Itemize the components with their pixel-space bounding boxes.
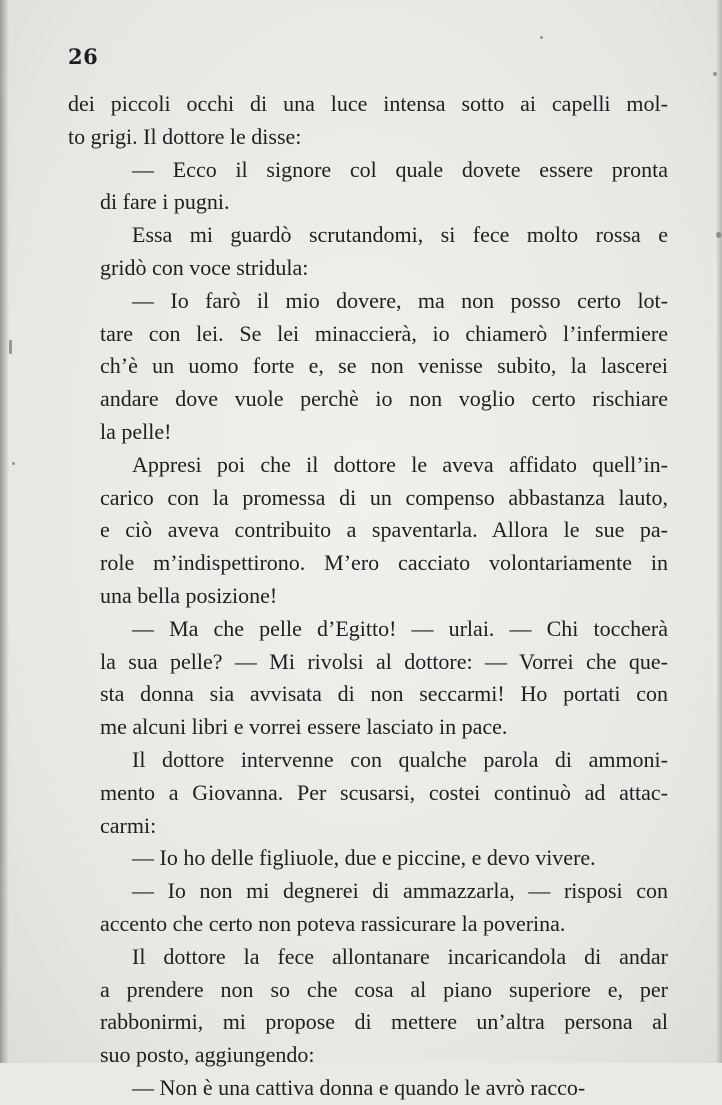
- print-speck: [716, 232, 721, 238]
- print-speck: [9, 340, 12, 354]
- text-line: carmi:: [100, 812, 157, 838]
- paragraph: [68, 744, 668, 842]
- text-line: andare dove vuole perchè io non voglio certo rischiare: [100, 386, 668, 412]
- paragraph: [68, 219, 668, 285]
- text-line: Essa mi guardò scrutandomi, si fece molto rossa e: [132, 222, 668, 248]
- paragraph: [68, 875, 668, 941]
- text-line: a prendere non so che cosa al piano superiore e, per: [100, 976, 668, 1002]
- text-line: mento a Giovanna. Per scusarsi, costei continuò ad attac-: [100, 779, 668, 805]
- text-line: rabbonirmi, mi propose di mettere un’altra persona al: [100, 1009, 668, 1035]
- text-line: una bella posizione!: [100, 582, 278, 608]
- text-line: me alcuni libri e vorrei essere lasciato in pace.: [100, 714, 508, 740]
- text-line: dei piccoli occhi di una luce intensa sotto ai capelli mol-: [68, 91, 668, 116]
- text-line: sta donna sia avvisata di non seccarmi! Ho portati con: [100, 681, 668, 707]
- text-line: e ciò aveva contribuito a spaventarla. Allora le sue pa-: [100, 517, 668, 543]
- page-edge-shadow: [716, 0, 722, 1063]
- text-line: Il dottore intervenne con qualche parola di ammoni-: [132, 746, 668, 772]
- text-line: role m’indispettirono. M’ero cacciato volontariamente in: [100, 550, 668, 576]
- text-line: — Io non mi degnerei di ammazzarla, — risposi con: [132, 878, 668, 904]
- text-line: — Io farò il mio dovere, ma non posso certo lot-: [132, 287, 668, 313]
- text-line: — Ecco il signore col quale dovete essere pronta: [132, 156, 668, 182]
- paragraph: [68, 613, 668, 744]
- text-line: tare con lei. Se lei minaccierà, io chiamerò l’infermiere: [100, 320, 668, 346]
- print-speck: [540, 36, 543, 39]
- text-line: to grigi. Il dottore le disse:: [68, 123, 302, 149]
- print-speck: [713, 72, 717, 76]
- text-line: — Ma che pelle d’Egitto! — urlai. — Chi toccherà: [132, 615, 668, 641]
- text-line: la pelle!: [100, 418, 172, 444]
- text-line: — Io ho delle figliuole, due e piccine, e devo vivere.: [132, 845, 596, 871]
- text-line: — Non è una cattiva donna e quando le avrò racco-: [132, 1074, 586, 1100]
- paragraph: [68, 941, 668, 1072]
- text-line: ch’è un uomo forte e, se non venisse subito, la lascerei: [100, 353, 668, 379]
- text-line: accento che certo non poteva rassicurare la poverina.: [100, 910, 566, 936]
- paragraph: [68, 154, 668, 220]
- paragraph: [68, 88, 668, 154]
- paragraph: [68, 285, 668, 449]
- text-line: suo posto, aggiungendo:: [100, 1042, 315, 1068]
- text-line: Il dottore la fece allontanare incaricandola di andar: [132, 943, 668, 969]
- text-line: carico con la promessa di un compenso abbastanza lauto,: [100, 484, 668, 510]
- paragraph: [68, 449, 668, 613]
- paragraph: [68, 1072, 668, 1105]
- text-line: di fare i pugni.: [100, 189, 230, 215]
- paragraph: [68, 842, 668, 875]
- page-number: 26: [68, 44, 99, 69]
- page-binding-shadow: [0, 0, 9, 1063]
- body-text: [68, 88, 668, 1105]
- print-speck: [12, 462, 15, 465]
- text-line: gridò con voce stridula:: [100, 254, 309, 280]
- text-line: la sua pelle? — Mi rivolsi al dottore: — Vorrei che que-: [100, 648, 668, 674]
- text-line: Appresi poi che il dottore le aveva affidato quell’in-: [132, 451, 668, 477]
